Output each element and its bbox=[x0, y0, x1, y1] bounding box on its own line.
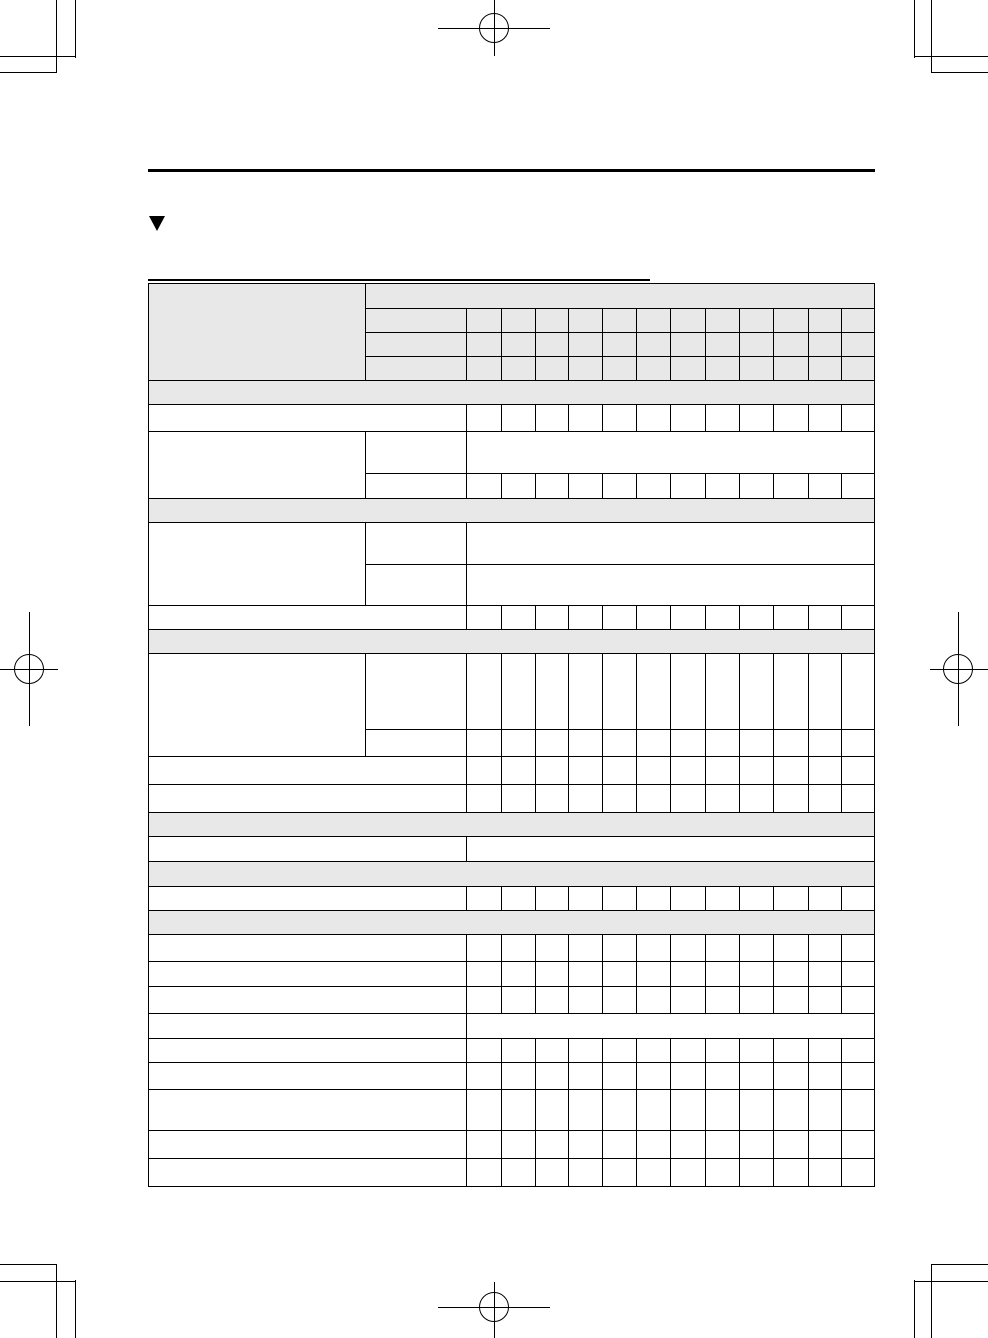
section-row-fill bbox=[148, 861, 875, 886]
section-row-fill bbox=[148, 380, 875, 404]
section-row-fill bbox=[148, 629, 875, 653]
crop-mark bbox=[914, 1281, 988, 1282]
section-row-fill bbox=[148, 910, 875, 934]
table-border bbox=[149, 284, 875, 1187]
crop-mark bbox=[931, 72, 988, 73]
crop-mark bbox=[914, 1280, 915, 1338]
crop-mark bbox=[0, 1281, 75, 1282]
registration-target bbox=[14, 654, 44, 684]
registration-target bbox=[943, 654, 973, 684]
crop-mark bbox=[914, 0, 915, 58]
crop-mark bbox=[0, 1264, 57, 1265]
crop-mark bbox=[931, 1264, 932, 1338]
header-rule bbox=[148, 169, 875, 172]
crop-mark bbox=[75, 0, 76, 58]
crop-mark bbox=[914, 56, 988, 57]
crop-mark bbox=[75, 1280, 76, 1338]
section-row-fill bbox=[148, 812, 875, 836]
crop-mark bbox=[56, 1264, 57, 1338]
section-marker-triangle-icon bbox=[149, 216, 165, 231]
crop-mark bbox=[0, 72, 57, 73]
section-row-fill bbox=[148, 498, 875, 522]
crop-mark bbox=[0, 56, 75, 57]
crop-mark bbox=[56, 0, 57, 73]
table-header-fill bbox=[148, 283, 875, 380]
crop-mark bbox=[931, 1264, 988, 1265]
table-caption-rule bbox=[148, 279, 650, 281]
registration-target bbox=[479, 1292, 509, 1322]
crop-mark bbox=[931, 0, 932, 73]
spec-table bbox=[148, 283, 875, 1187]
registration-target bbox=[479, 13, 509, 43]
spec-table-grid bbox=[148, 283, 875, 1187]
